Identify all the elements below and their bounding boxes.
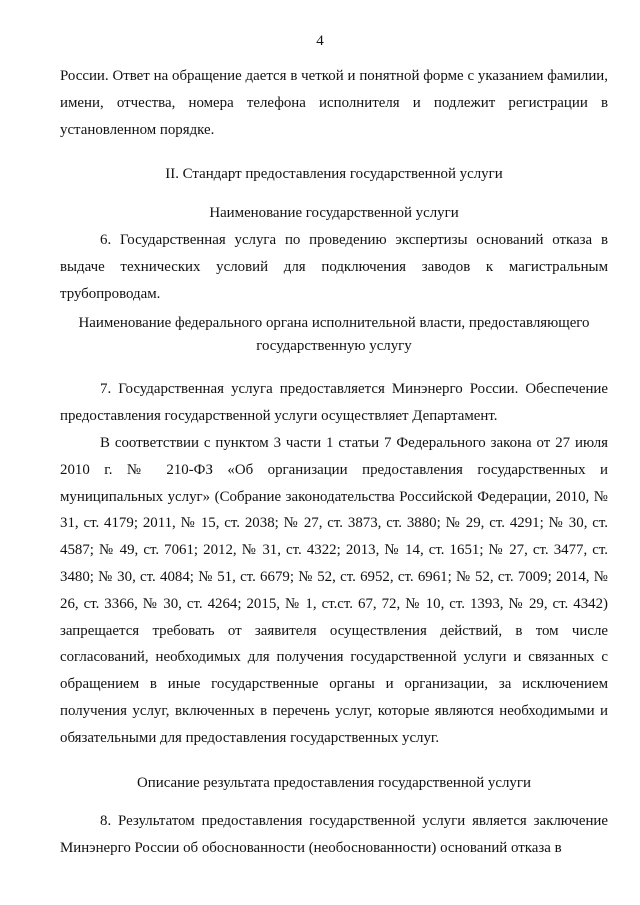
page-number: 4 [316,33,324,49]
subheading-service-name: Наименование государственной услуги [209,205,459,222]
subheading-federal-body: Наименование федерального органа исполнительной власти, предоставляющего государственную услугу [78,315,590,355]
subheading-result: Описание результата предоставления государственной услуги [137,774,531,791]
paragraph-7: 7. Государственная услуга предоставляется Минэнерго России. Обеспечение предоставления государственной услуги осуществляет Департамент. [60,381,608,425]
document-body [60,63,608,862]
paragraph-law-reference: В соответствии с пунктом 3 части 1 статьи 7 Федерального закона от 27 июля 2010 г. № 210-ФЗ «Об организации предоставления государственных и муниципальных услуг» (Собрание законодательства Российской Федерации, 2010, № 31, ст. 4179; 2011, № 15, ст. 2038; № 27, ст. 3873, ст. 3880; № 29, ст. 4291; № 30, ст. 4587; № 49, ст. 7061; 2012, № 31, ст. 4322; 2013, № 14, ст. 1651; № 27, ст. 3477, ст. 3480; № 30, ст. 4084; № 51, ст. 6679; № 52, ст. 6952, ст. 6961; № 52, ст. 7009; 2014, № 26, ст. 3366, № 30, ст. 4264; 2015, № 1, ст.ст. 67, 72, № 10, ст. 1393, № 29, ст. 4342) запрещается требовать от заявителя осуществления действий, в том числе согласований, необходимых для получения государственной услуги и связанных с обращением в иные государственные органы и организации, за исключением получения услуг, включенных в перечень услуг, которые являются необходимыми и обязательными для предоставления государственных услуг. [60,434,608,746]
section-heading: II. Стандарт предоставления государственной услуги [165,166,503,183]
paragraph-continuation: России. Ответ на обращение дается в четкой и понятной форме с указанием фамилии, имени, отчества, номера телефона исполнителя и подлежит регистрации в установленном порядке. [60,68,608,138]
paragraph-6: 6. Государственная услуга по проведению экспертизы оснований отказа в выдаче технических условий для подключения заводов к магистральным трубопроводам. [60,231,608,302]
paragraph-8: 8. Результатом предоставления государственной услуги является заключение Минэнерго России об обоснованности (необоснованности) оснований отказа в [60,813,608,857]
